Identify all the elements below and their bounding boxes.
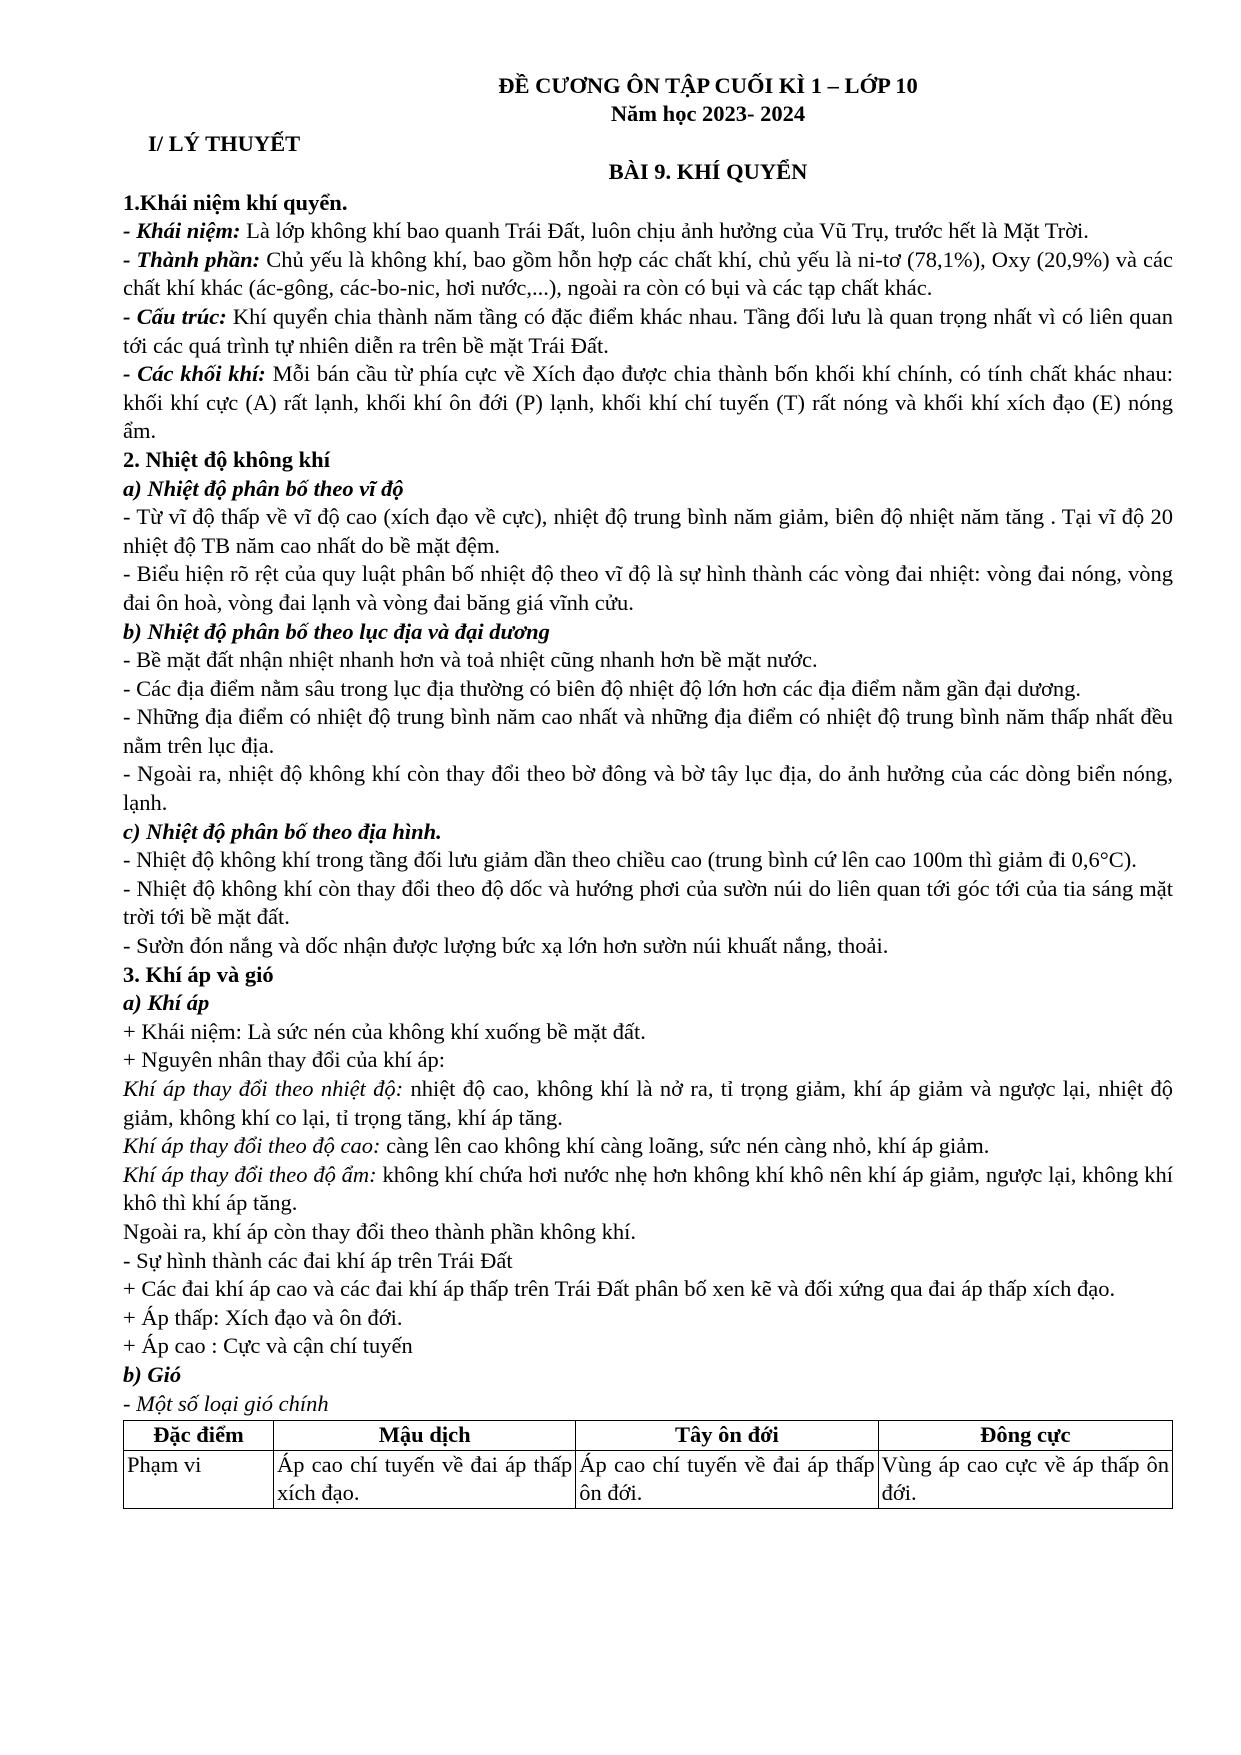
part-heading: I/ LÝ THUYẾT — [148, 131, 301, 156]
term-label: - Cấu trúc: — [123, 303, 227, 329]
table-cell: Áp cao chí tuyến về đai áp thấp ôn đới. — [576, 1450, 878, 1508]
term-label: Khí áp thay đổi theo nhiệt độ: — [123, 1076, 404, 1101]
term-label: - Các khối khí: — [123, 361, 266, 387]
list-item: - Sườn đón nắng và dốc nhận được lượng bức xạ lớn hơn sườn núi khuất nắng, thoải. — [123, 933, 889, 959]
document-page — [123, 72, 1173, 1509]
table-header: Mậu dịch — [273, 1421, 575, 1451]
list-item: - Nhiệt độ không khí còn thay đổi theo độ dốc và hướng phơi của sườn núi do liên quan tới góc tới của tia sáng mặt trời tới bề mặt đất. — [123, 875, 1173, 930]
section-2-heading: 2. Nhiệt độ không khí — [123, 446, 330, 472]
table-cell: Áp cao chí tuyến về đai áp thấp xích đạo. — [273, 1450, 575, 1508]
table-header: Đặc điểm — [124, 1421, 274, 1451]
list-item: - Sự hình thành các đai khí áp trên Trái Đất — [123, 1247, 513, 1273]
subsection-2b-title: b) Nhiệt độ phân bố theo lục địa và đại dương — [123, 618, 550, 644]
table-cell: Vùng áp cao cực về áp thấp ôn đới. — [878, 1450, 1172, 1508]
subsection-3a-title: a) Khí áp — [123, 990, 210, 1016]
paragraph-composition — [123, 246, 1173, 303]
list-item: - Biểu hiện rõ rệt của quy luật phân bố nhiệt độ theo vĩ độ là sự hình thành các vòng đai nhiệt: vòng đai nóng, vòng đai ôn hoà, vòng đai lạnh và vòng đai băng giá vĩnh cửu. — [123, 561, 1173, 615]
list-item: + Nguyên nhân thay đổi của khí áp: — [123, 1047, 445, 1073]
section-1-heading: 1.Khái niệm khí quyển. — [123, 189, 348, 215]
table-cell: Phạm vi — [124, 1450, 274, 1508]
list-item: - Từ vĩ độ thấp về vĩ độ cao (xích đạo về cực), nhiệt độ trung bình năm giảm, biên độ nhiệt năm tăng . Tại vĩ độ 20 nhiệt độ TB năm cao nhất do bề mặt đệm. — [123, 504, 1173, 558]
table-header-row — [124, 1421, 1173, 1451]
table-row — [124, 1450, 1173, 1508]
section-3-heading: 3. Khí áp và gió — [123, 961, 274, 987]
term-label: - Khái niệm: — [123, 218, 241, 244]
term-text: không khí chứa hơi nước nhẹ hơn không khí khô nên khí áp giảm, ngược lại, không khí khô thì khí áp tăng. — [123, 1161, 1173, 1216]
term-label: Khí áp thay đổi theo độ cao: — [123, 1133, 381, 1159]
paragraph-concept — [123, 217, 1173, 246]
paragraph-altitude — [123, 1132, 1173, 1161]
term-text: Mỗi bán cầu từ phía cực về Xích đạo được chia thành bốn khối khí chính, có tính chất khác nhau: khối khí cực (A) rất lạnh, khối khí ôn đới (P) lạnh, khối khí chí tuyến (T) rất nóng và khối khí xích đạo (E) nóng ẩm. — [123, 361, 1173, 444]
term-text: Là lớp không khí bao quanh Trái Đất, luôn chịu ảnh hưởng của Vũ Trụ, trước hết là Mặt Trời. — [240, 218, 1089, 244]
subsection-2a-title: a) Nhiệt độ phân bố theo vĩ độ — [123, 475, 404, 501]
term-text: nhiệt độ cao, không khí là nở ra, tỉ trọng giảm, khí áp giảm và ngược lại, nhiệt độ giảm, không khí co lại, tỉ trọng tăng, khí áp tăng. — [123, 1076, 1173, 1130]
list-item: Ngoài ra, khí áp còn thay đổi theo thành phần không khí. — [123, 1218, 637, 1244]
list-item: + Khái niệm: Là sức nén của không khí xuống bề mặt đất. — [123, 1018, 646, 1044]
winds-intro: - Một số loại gió chính — [123, 1390, 329, 1416]
table-header: Đông cực — [878, 1421, 1172, 1451]
term-text: Khí quyển chia thành năm tầng có đặc điểm khác nhau. Tầng đối lưu là quan trọng nhất vì có liên quan tới các quá trình tự nhiên diễn ra trên bề mặt Trái Đất. — [123, 303, 1173, 358]
term-label: Khí áp thay đổi theo độ ẩm: — [123, 1161, 377, 1187]
term-text: Chủ yếu là không khí, bao gồm hỗn hợp các chất khí, chủ yếu là ni-tơ (78,1%), Oxy (20,9%) và các chất khí khác (ác-gông, các-bo-nic, hơi nước,...), ngoài ra còn có bụi và các tạp chất khác. — [123, 246, 1174, 301]
school-year: Năm học 2023- 2024 — [610, 101, 806, 126]
term-label: - Thành phần: — [123, 246, 261, 272]
list-item: - Các địa điểm nằm sâu trong lục địa thường có biên độ nhiệt độ lớn hơn các địa điểm nằm gần đại dương. — [123, 675, 1081, 701]
list-item: + Áp thấp: Xích đạo và ôn đới. — [123, 1304, 403, 1330]
term-text: càng lên cao không khí càng loãng, sức nén càng nhỏ, khí áp giảm. — [380, 1133, 990, 1159]
paragraph-structure — [123, 303, 1173, 360]
table-header: Tây ôn đới — [576, 1421, 878, 1451]
paragraph-air-masses — [123, 360, 1173, 446]
subsection-2c-title: c) Nhiệt độ phân bố theo địa hình. — [123, 818, 442, 844]
document-title: ĐỀ CƯƠNG ÔN TẬP CUỐI KÌ 1 – LỚP 10 — [498, 73, 918, 98]
list-item: - Ngoài ra, nhiệt độ không khí còn thay đổi theo bờ đông và bờ tây lục địa, do ảnh hưởng của các dòng biển nóng, lạnh. — [123, 761, 1173, 816]
paragraph-temp — [123, 1075, 1173, 1132]
list-item: - Bề mặt đất nhận nhiệt nhanh hơn và toả nhiệt cũng nhanh hơn bề mặt nước. — [123, 647, 818, 673]
part-row — [123, 128, 1173, 162]
list-item: - Nhiệt độ không khí trong tầng đối lưu giảm dần theo chiều cao (trung bình cứ lên cao 100m thì giảm đi 0,6°C). — [123, 847, 1137, 873]
subsection-3b-title: b) Gió — [123, 1361, 182, 1387]
winds-table — [123, 1420, 1173, 1509]
list-item: + Các đai khí áp cao và các đai khí áp thấp trên Trái Đất phân bố xen kẽ và đối xứng qua đai áp thấp xích đạo. — [123, 1276, 1116, 1302]
paragraph-humidity — [123, 1161, 1173, 1218]
lesson-title: BÀI 9. KHÍ QUYỂN — [608, 159, 808, 184]
list-item: + Áp cao : Cực và cận chí tuyến — [123, 1333, 413, 1359]
list-item: - Những địa điểm có nhiệt độ trung bình năm cao nhất và những địa điểm có nhiệt độ trung bình năm thấp nhất đều nằm trên lục địa. — [123, 704, 1173, 758]
